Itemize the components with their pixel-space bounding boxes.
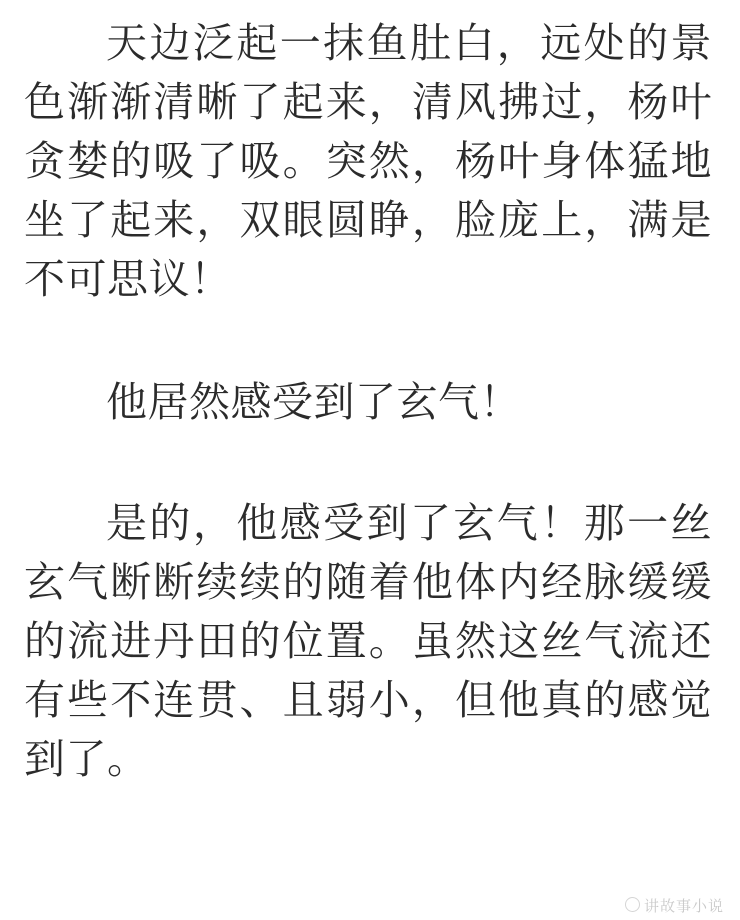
watermark — [625, 895, 724, 916]
watermark-logo-icon — [625, 897, 640, 912]
paragraph-2: 他居然感受到了玄气！ — [106, 378, 521, 427]
paragraph-spacer-1 — [24, 309, 712, 373]
paragraph-3: 是的，他感受到了玄气！那一丝玄气断断续续的随着他体内经脉缓缓的流进丹田的位置。虽然这丝气流还有些不连贯、且弱小，但他真的感觉到了。 — [24, 499, 712, 784]
paragraph-1: 天边泛起一抹鱼肚白，远处的景色渐渐清晰了起来，清风拂过，杨叶贪婪的吸了吸。突然，杨叶身体猛地坐了起来，双眼圆睁，脸庞上，满是不可思议！ — [24, 19, 712, 304]
watermark-label: 讲故事小说 — [643, 897, 724, 915]
paragraph-spacer-2 — [24, 432, 712, 494]
